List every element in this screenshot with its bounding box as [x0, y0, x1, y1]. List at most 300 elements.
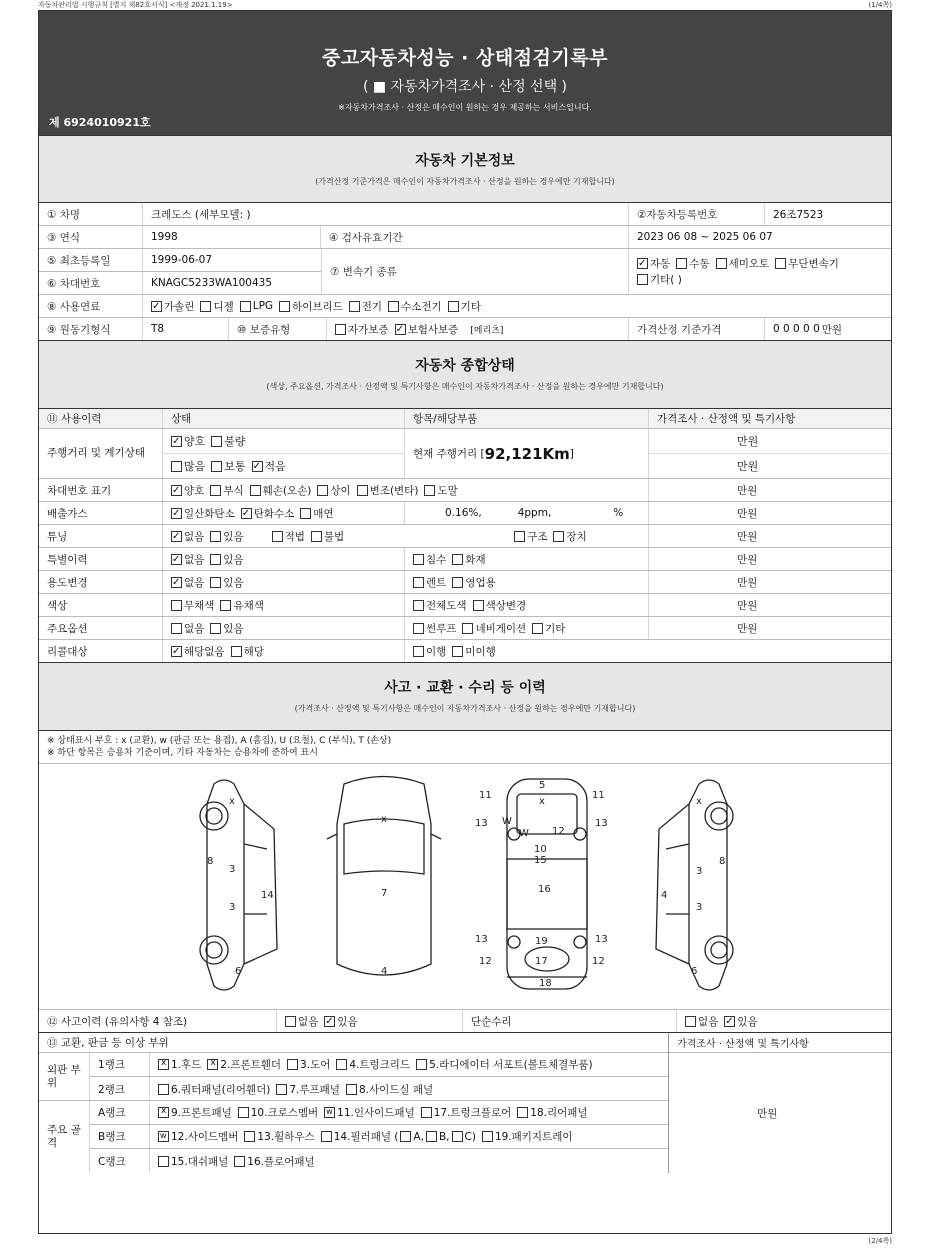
- tuning-illegal-option[interactable]: [311, 529, 344, 544]
- option-label: 기타( ): [650, 273, 682, 286]
- year-value: 1998: [143, 226, 321, 248]
- rankB-items: [150, 1125, 668, 1148]
- car-name-value: 크레도스 (세부모델: ): [143, 203, 629, 225]
- checkbox-icon: [532, 623, 543, 634]
- recall-done-option[interactable]: [413, 644, 446, 659]
- option-label: 세미오토: [728, 257, 770, 270]
- part-door[interactable]: [287, 1057, 330, 1072]
- svg-text:14: 14: [261, 890, 274, 901]
- checkbox-icon: [210, 554, 221, 565]
- main-frame-ranks: [90, 1101, 668, 1173]
- special-flood-option[interactable]: [413, 552, 446, 567]
- row-vin-mark: [39, 479, 891, 502]
- pillar-a[interactable]: [400, 1131, 424, 1143]
- option-label: 영업용: [465, 576, 496, 589]
- checkbox-icon: [388, 301, 399, 312]
- tuning-legal-option[interactable]: [272, 529, 305, 544]
- car-right-side-view: [656, 780, 733, 990]
- fuel-other-option[interactable]: [448, 299, 481, 314]
- pillar-c[interactable]: [452, 1131, 476, 1143]
- option-label: 기타: [545, 622, 566, 635]
- checkbox-icon: [200, 301, 211, 312]
- recall-applicable-option[interactable]: [231, 644, 264, 659]
- fuel-hybrid-option[interactable]: [279, 299, 343, 314]
- engine-value: T8: [143, 318, 229, 340]
- part-inside-panel[interactable]: [324, 1105, 415, 1120]
- checkbox-icon: [716, 258, 727, 269]
- parts-price-label: 가격조사 · 산정액 및 특기사항: [669, 1033, 891, 1053]
- accident-header: [39, 663, 891, 731]
- accident-title: 사고 · 교환 · 수리 등 이력: [384, 680, 546, 696]
- part-package-tray[interactable]: [482, 1129, 573, 1144]
- option-yes-option[interactable]: [210, 621, 243, 636]
- inspection-record-form: [38, 10, 892, 1234]
- part-label: 12.사이드멤버: [171, 1131, 239, 1143]
- basic-info-header: [39, 135, 891, 203]
- part-trunk-lid[interactable]: [336, 1057, 410, 1072]
- rankB-row: [90, 1125, 668, 1149]
- rankA-row: [90, 1101, 668, 1125]
- option-label: 없음: [184, 622, 205, 635]
- option-label: 이행: [426, 645, 447, 658]
- unit-label: 만원: [737, 576, 758, 589]
- special-items: [405, 548, 649, 570]
- car-name-label: ① 차명: [39, 203, 143, 225]
- trans-auto-option[interactable]: [637, 256, 670, 272]
- main-option-label: 주요옵션: [39, 617, 163, 639]
- option-label: 일산화탄소: [184, 507, 235, 520]
- svg-text:11: 11: [479, 790, 492, 801]
- rankB-label: B랭크: [90, 1125, 150, 1148]
- svg-text:12: 12: [479, 956, 492, 967]
- option-label: 화재: [465, 553, 486, 566]
- checkbox-checked-icon: [324, 1016, 335, 1027]
- part-roof-panel[interactable]: [276, 1082, 340, 1097]
- trans-semi-option[interactable]: [716, 256, 770, 272]
- accident-yes-option[interactable]: [324, 1014, 357, 1029]
- gauge-bad-option[interactable]: [211, 433, 245, 449]
- option-label: 해당없음: [184, 645, 225, 658]
- accident-history-label: ⑫ 사고이력 (유의사항 4 참조): [39, 1010, 277, 1032]
- mileage-low-option[interactable]: [252, 458, 286, 474]
- warranty-label: ⑩ 보증유형: [229, 318, 327, 340]
- usage-rent-option[interactable]: [413, 575, 446, 590]
- color-items: [405, 594, 649, 616]
- color-options: [163, 594, 405, 616]
- fuel-gasoline-option[interactable]: [151, 299, 194, 314]
- recall-notdone-option[interactable]: [452, 644, 495, 659]
- part-label: 5.라디에이터 서포트(볼트체결부품): [429, 1059, 593, 1071]
- option-label: 해당: [243, 645, 264, 658]
- option-label: 수동: [689, 257, 710, 270]
- checkbox-icon: [413, 577, 424, 588]
- option-label: 있음: [337, 1015, 358, 1028]
- main-frame-group: [39, 1101, 668, 1173]
- outer-panel-group: [39, 1053, 668, 1101]
- checkbox-icon: [240, 301, 251, 312]
- checkbox-icon: [685, 1016, 696, 1027]
- checkbox-checked-icon: [171, 646, 182, 657]
- part-front-fender[interactable]: [207, 1057, 281, 1072]
- row-color: [39, 594, 891, 617]
- checkbox-icon: [676, 258, 687, 269]
- checkbox-icon: [400, 1131, 411, 1142]
- option-label: 렌트: [426, 576, 447, 589]
- part-wheel-house[interactable]: [244, 1129, 314, 1144]
- rankC-items: [150, 1149, 668, 1173]
- outer-panel-label: 외판 부위: [39, 1053, 90, 1100]
- checkbox-icon: [416, 1059, 427, 1070]
- color-achromatic-option[interactable]: [171, 598, 214, 613]
- svg-text:3: 3: [229, 902, 236, 913]
- exhaust-hc-option[interactable]: [241, 506, 295, 521]
- part-label: B,: [438, 1130, 450, 1143]
- trans-manual-option[interactable]: [676, 256, 709, 272]
- option-label: 없음: [698, 1015, 719, 1028]
- part-label: 6.쿼터패널(리어휀더): [171, 1083, 271, 1096]
- tuning-structure-option[interactable]: [514, 529, 547, 544]
- option-label: 도말: [437, 484, 458, 497]
- exhaust-hc-value: 4ppm,: [517, 507, 552, 519]
- usage-none-option[interactable]: [171, 575, 204, 590]
- form-title: 중고자동차성능 · 상태점검기록부: [322, 47, 608, 69]
- checkbox-icon: [210, 485, 221, 496]
- part-label: 4.트렁크리드: [349, 1059, 411, 1071]
- option-label: 있음: [223, 622, 244, 635]
- part-label: A,: [413, 1130, 424, 1143]
- special-yes-option[interactable]: [210, 552, 243, 567]
- special-label: 특별이력: [39, 548, 163, 570]
- simple-yes-option[interactable]: [724, 1014, 757, 1029]
- option-label: 상이: [330, 484, 351, 497]
- special-none-option[interactable]: [171, 552, 204, 567]
- year-label: ③ 연식: [39, 226, 143, 248]
- option-label: 미이행: [465, 645, 496, 658]
- mileage-label: 주행거리 및 계기상태: [39, 429, 163, 478]
- svg-text:3: 3: [229, 864, 236, 875]
- checkbox-checked-icon: [171, 508, 182, 519]
- tuning-options: [163, 525, 649, 547]
- warranty-insurer-option[interactable]: [395, 322, 459, 337]
- exhaust-label: 배출가스: [39, 502, 163, 524]
- option-none-option[interactable]: [171, 621, 204, 636]
- rank2-label: 2랭크: [90, 1077, 150, 1101]
- row-exhaust: [39, 502, 891, 525]
- svg-text:13: 13: [595, 818, 608, 829]
- checkbox-x-icon: [158, 1059, 169, 1070]
- rankC-row: [90, 1149, 668, 1173]
- usage-options: [163, 571, 405, 593]
- option-label: 가솔린: [164, 300, 195, 313]
- status-header: [39, 341, 891, 409]
- option-label: 네비게이션: [475, 622, 527, 635]
- color-chromatic-option[interactable]: [220, 598, 263, 613]
- vin-mark-options: [163, 479, 649, 501]
- checkbox-w-icon: [158, 1131, 169, 1142]
- fuel-hydrogen-option[interactable]: [388, 299, 442, 314]
- part-label: 1.후드: [171, 1059, 202, 1071]
- option-label: LPG: [252, 300, 274, 312]
- fuel-label: ⑧ 사용연료: [39, 295, 143, 317]
- option-label: 양호: [184, 484, 205, 497]
- svg-text:11: 11: [592, 790, 605, 801]
- checkbox-checked-icon: [171, 531, 182, 542]
- tuning-label: 튜닝: [39, 525, 163, 547]
- part-label: C): [464, 1130, 476, 1143]
- svg-text:18: 18: [539, 978, 552, 989]
- option-label: 자가보증: [348, 323, 389, 336]
- parts-header-row: [39, 1033, 668, 1053]
- unit-label: 만원: [737, 599, 758, 612]
- current-mileage: [405, 429, 649, 478]
- part-label: 3.도어: [300, 1059, 331, 1071]
- option-label: 수소전기: [401, 300, 442, 313]
- checkbox-icon: [210, 577, 221, 588]
- checkbox-icon: [311, 531, 322, 542]
- rank1-label: 1랭크: [90, 1053, 150, 1076]
- rank2-row: [90, 1077, 668, 1101]
- checkbox-checked-icon: [171, 485, 182, 496]
- svg-text:8: 8: [207, 856, 214, 867]
- checkbox-icon: [211, 461, 222, 472]
- option-other-option[interactable]: [532, 621, 565, 636]
- checkbox-checked-icon: [724, 1016, 735, 1027]
- exhaust-co-option[interactable]: [171, 506, 235, 521]
- rank1-row: [90, 1053, 668, 1077]
- checkbox-icon: [276, 1084, 287, 1095]
- tuning-yes-option[interactable]: [210, 529, 243, 544]
- part-label: 16.플로어패널: [247, 1155, 315, 1168]
- checkbox-icon: [158, 1084, 169, 1095]
- row-first-reg-vin: [39, 249, 891, 295]
- checkbox-icon: [211, 436, 222, 447]
- part-quarter-panel[interactable]: [158, 1082, 270, 1097]
- part-label: 9.프론트패널: [171, 1107, 232, 1119]
- symbol-legend: ※ 상태표시 부호 : x (교환), w (판금 또는 용접), A (흠집), U (요철), C (부식), T (손상): [47, 736, 392, 746]
- trans-other-option[interactable]: [637, 272, 682, 288]
- part-label: 14.필러패널 (: [333, 1131, 399, 1143]
- recall-items: [405, 640, 891, 662]
- accident-none-option[interactable]: [285, 1014, 318, 1029]
- gauge-good-option[interactable]: [171, 433, 205, 449]
- checkbox-icon: [244, 1131, 255, 1142]
- usage-yes-option[interactable]: [210, 575, 243, 590]
- option-label: 변조(변타): [369, 484, 419, 497]
- vin-label: ⑥ 차대번호: [39, 272, 143, 294]
- part-dash-panel[interactable]: [158, 1154, 228, 1169]
- accident-history-options: [277, 1010, 463, 1032]
- fuel-diesel-option[interactable]: [200, 299, 233, 314]
- svg-text:7: 7: [381, 888, 388, 899]
- row-usage-change: [39, 571, 891, 594]
- part-label: 19.패키지트레이: [494, 1131, 573, 1143]
- svg-text:13: 13: [475, 934, 488, 945]
- part-side-sill[interactable]: [346, 1082, 433, 1097]
- svg-text:13: 13: [595, 934, 608, 945]
- checkbox-icon: [452, 577, 463, 588]
- svg-text:12: 12: [592, 956, 605, 967]
- recall-na-option[interactable]: [171, 644, 225, 659]
- color-change-option[interactable]: [473, 598, 527, 613]
- simple-none-option[interactable]: [685, 1014, 718, 1029]
- checkbox-icon: [234, 1156, 245, 1167]
- svg-text:13: 13: [475, 818, 488, 829]
- unit-label: 만원: [737, 460, 759, 473]
- unit-label: 만원: [649, 429, 891, 454]
- exhaust-options: [163, 502, 405, 524]
- basic-info-title: 자동차 기본정보: [415, 153, 515, 169]
- option-label: 적음: [264, 460, 286, 473]
- option-label: 부식: [223, 484, 244, 497]
- checkbox-icon: [637, 274, 648, 285]
- form-note: ※자동차가격조사 · 산정은 매수인이 원하는 경우 제공하는 서비스입니다.: [338, 103, 592, 112]
- rankA-items: [150, 1101, 668, 1124]
- svg-text:10: 10: [534, 844, 547, 855]
- tuning-none-option[interactable]: [171, 529, 204, 544]
- exhaust-co-value: 0.16%,: [445, 507, 482, 519]
- row-year: [39, 226, 891, 249]
- part-floor-panel[interactable]: [234, 1154, 314, 1169]
- vin-damaged-option[interactable]: [250, 483, 312, 498]
- checkbox-icon: [300, 508, 311, 519]
- part-pillar-panel[interactable]: [321, 1129, 399, 1144]
- checkbox-icon: [413, 600, 424, 611]
- part-side-member[interactable]: [158, 1129, 238, 1144]
- checkbox-checked-icon: [171, 436, 182, 447]
- checkbox-icon: [285, 1016, 296, 1027]
- first-reg-label: ⑤ 최초등록일: [39, 249, 143, 271]
- option-sunroof-option[interactable]: [413, 621, 456, 636]
- option-label: 보험사보증: [407, 323, 459, 336]
- checkbox-icon: [171, 623, 182, 634]
- option-label: 무단변속기: [788, 257, 839, 270]
- trans-cvt-option[interactable]: [775, 256, 839, 272]
- warranty-options: [327, 318, 629, 340]
- option-label: 보통: [224, 460, 246, 473]
- svg-text:15: 15: [534, 855, 547, 866]
- mileage-price: [649, 429, 891, 478]
- engine-label: ⑨ 원동기형식: [39, 318, 143, 340]
- status-title: 자동차 종합상태: [415, 358, 515, 374]
- checkbox-icon: [171, 461, 182, 472]
- checkbox-checked-icon: [171, 554, 182, 565]
- checkbox-icon: [279, 301, 290, 312]
- pillar-b[interactable]: [426, 1131, 450, 1143]
- checkbox-icon: [482, 1131, 493, 1142]
- option-label: 전기: [361, 300, 383, 313]
- checkbox-icon: [231, 646, 242, 657]
- mileage-value: 92,121Km: [484, 444, 570, 463]
- part-label: 10.크로스멤버: [250, 1107, 319, 1119]
- exhaust-smoke-option[interactable]: [300, 506, 333, 521]
- unit-label: 만원: [737, 484, 758, 497]
- option-label: 불량: [224, 435, 246, 448]
- option-label: 있음: [223, 576, 244, 589]
- part-front-panel[interactable]: [158, 1105, 232, 1120]
- checkbox-icon: [210, 531, 221, 542]
- tuning-device-option[interactable]: [553, 529, 586, 544]
- checkbox-icon: [317, 485, 328, 496]
- vin-good-option[interactable]: [171, 483, 204, 498]
- checkbox-icon: [775, 258, 786, 269]
- part-label: 2.프론트휀더: [220, 1059, 282, 1071]
- first-reg-value: 1999-06-07: [151, 254, 213, 266]
- part-label: 7.루프패널: [289, 1083, 340, 1096]
- option-label: 장치: [566, 530, 587, 543]
- simple-repair-label: 단순수리: [463, 1010, 677, 1032]
- row-main-options: [39, 617, 891, 640]
- rankA-label: A랭크: [90, 1101, 150, 1124]
- option-label: 무채색: [184, 599, 215, 612]
- main-option-items: [405, 617, 649, 639]
- exhaust-values: [405, 502, 649, 524]
- mark-x-front: x: [381, 814, 387, 825]
- vin-different-option[interactable]: [317, 483, 350, 498]
- option-label: 불법: [323, 530, 345, 543]
- svg-text:12: 12: [552, 826, 565, 837]
- mileage-prefix: 현재 주행거리 [: [413, 448, 485, 460]
- col-item: 항목/해당부품: [405, 409, 649, 428]
- part-trunk-floor[interactable]: [421, 1105, 512, 1120]
- option-label: 없음: [184, 576, 205, 589]
- col-usage-history: ⑪ 사용이력: [39, 409, 163, 428]
- color-fullpaint-option[interactable]: [413, 598, 467, 613]
- reg-no-label: ②자동차등록번호: [629, 203, 765, 225]
- part-label: 13.휠하우스: [257, 1131, 315, 1143]
- car-damage-diagram: [39, 764, 891, 1010]
- fuel-lpg-option[interactable]: [240, 300, 273, 312]
- unit-label: 만원: [737, 507, 758, 520]
- passenger-car-note: ※ 하단 항목은 승용차 기준이며, 기타 자동차는 승용차에 준하여 표시: [47, 748, 318, 758]
- svg-text:3: 3: [696, 866, 703, 877]
- mileage-high-option[interactable]: [171, 458, 205, 474]
- vin-rust-option[interactable]: [210, 483, 243, 498]
- checkbox-icon: [220, 600, 231, 611]
- vin-painted-option[interactable]: [424, 483, 457, 498]
- part-radiator-support[interactable]: [416, 1057, 593, 1072]
- option-label: 있음: [223, 553, 244, 566]
- parts-list: [39, 1033, 669, 1173]
- base-price-digits: 0 0 0 0 0: [773, 323, 820, 335]
- part-cross-member[interactable]: [238, 1105, 318, 1120]
- option-label: 있음: [223, 530, 244, 543]
- checkbox-icon: [473, 600, 484, 611]
- warranty-self-option[interactable]: [335, 322, 389, 337]
- part-label: 17.트렁크플로어: [433, 1107, 512, 1119]
- checkbox-icon: [158, 1156, 169, 1167]
- base-price-label: 가격산정 기준가격: [629, 318, 765, 340]
- base-price-unit: 만원: [821, 323, 843, 336]
- reg-no-value: 26조7523: [773, 208, 824, 221]
- option-navi-option[interactable]: [462, 621, 526, 636]
- option-label: 색상변경: [485, 599, 527, 612]
- part-hood[interactable]: [158, 1057, 201, 1072]
- fuel-electric-option[interactable]: [349, 299, 382, 314]
- checkbox-icon: [452, 646, 463, 657]
- form-code: 자동차관리법 시행규칙 [별지 제82호서식] <개정 2021.1.19>: [38, 1, 233, 9]
- page-indicator: (1/4쪽): [868, 1, 892, 9]
- usage-business-option[interactable]: [452, 575, 495, 590]
- special-fire-option[interactable]: [452, 552, 485, 567]
- part-rear-panel[interactable]: [517, 1105, 587, 1120]
- recall-options: [163, 640, 405, 662]
- usage-change-label: 용도변경: [39, 571, 163, 593]
- inspection-period-value: 2023 06 08 ~ 2025 06 07: [637, 231, 773, 243]
- basic-info-subtitle: (가격산정 기준가격은 매수인이 자동차가격조사 · 산정을 원하는 경우에만 기재합니다): [315, 177, 615, 186]
- vin-altered-option[interactable]: [357, 483, 419, 498]
- mileage-normal-option[interactable]: [211, 458, 245, 474]
- checkbox-icon: [287, 1059, 298, 1070]
